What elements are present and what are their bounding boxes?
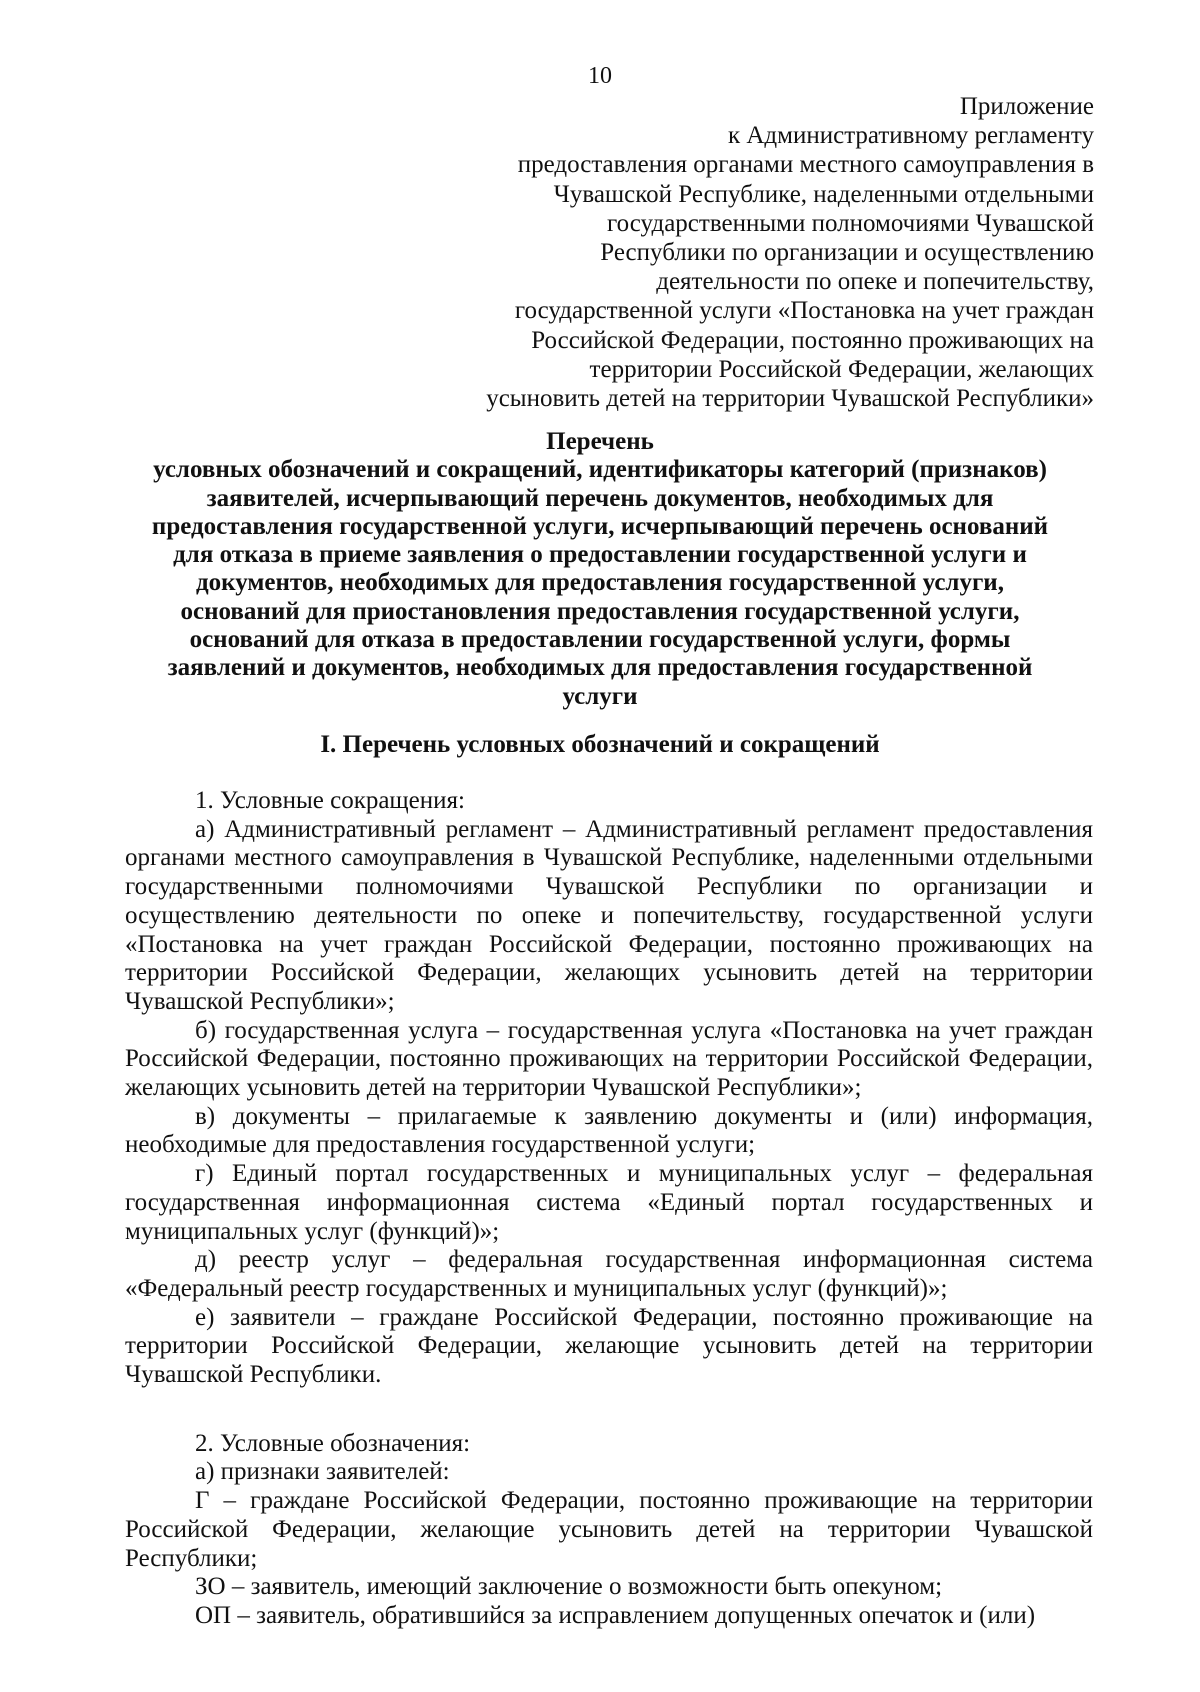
document-title: [120, 428, 1080, 711]
paragraph: Г – граждане Российской Федерации, постоянно проживающие на территории Российской Федерации, желающие усыновить детей на территории Чувашской Республики;: [125, 1487, 1093, 1572]
title-line: заявлений и документов, необходимых для предоставления государственной: [167, 654, 1033, 682]
appendix-line: предоставления органами местного самоуправления в: [517, 151, 1094, 179]
paragraph: е) заявители – граждане Российской Федерации, постоянно проживающие на территории Российской Федерации, желающие усыновить детей на территории Чувашской Республики.: [125, 1303, 1093, 1389]
appendix-line: к Административному регламенту: [727, 122, 1094, 150]
paragraph: г) Единый портал государственных и муниципальных услуг – федеральная государственная информационная система «Единый портал государственных и муниципальных услуг (функций)»;: [125, 1160, 1093, 1245]
title-line: документов, необходимых для предоставления государственной услуги,: [196, 569, 1004, 597]
paragraph: а) признаки заявителей:: [195, 1458, 450, 1486]
appendix-line: Приложение: [959, 93, 1094, 120]
title-line: условных обозначений и сокращений, идентификаторы категорий (признаков): [153, 456, 1047, 484]
paragraph: в) документы – прилагаемые к заявлению документы и (или) информация, необходимые для предоставления государственной услуги;: [125, 1102, 1093, 1159]
paragraph: ЗО – заявитель, имеющий заключение о возможности быть опекуном;: [195, 1573, 943, 1601]
appendix-line: государственными полномочиями Чувашской: [607, 209, 1094, 237]
title-line: оснований для приостановления предоставления государственной услуги,: [180, 597, 1020, 625]
paragraph: д) реестр услуг – федеральная государственная информационная система «Федеральный реестр государственных и муниципальных услуг (функций)»;: [125, 1246, 1093, 1302]
paragraph: 2. Условные обозначения:: [195, 1429, 471, 1457]
title-line: заявителей, исчерпывающий перечень документов, необходимых для: [206, 484, 994, 512]
appendix-line: усыновить детей на территории Чувашской Республики»: [486, 385, 1094, 413]
page-number: 10: [588, 63, 612, 89]
paragraph: а) Административный регламент – Административный регламент предоставления органами местного самоуправления в Чувашской Республике, наделенными отдельными государственными полномочиями Чувашской Республики по организации и осуществлению деятельности по опеке и попечительству, государственной услуги «Постановка на учет граждан Российской Федерации, постоянно проживающих на территории Российской Федерации, желающих усыновить детей на территории Чувашской Республики»;: [125, 815, 1093, 1015]
paragraph: 1. Условные сокращения:: [195, 787, 465, 814]
title-line: для отказа в приеме заявления о предоставлении государственной услуги и: [173, 541, 1027, 569]
title-line: услуги: [562, 682, 638, 710]
section-heading: I. Перечень условных обозначений и сокращений: [320, 731, 880, 758]
paragraph-gap: [125, 1390, 1093, 1430]
paragraph: б) государственная услуга – государственная услуга «Постановка на учет граждан Российской Федерации, постоянно проживающих на территории Российской Федерации, желающих усыновить детей на территории Чувашской Республики»;: [125, 1016, 1093, 1102]
appendix-reference: [394, 92, 1094, 413]
document-body: [125, 787, 1093, 1631]
appendix-line: Республики по организации и осуществлению: [600, 239, 1094, 267]
paragraph: ОП – заявитель, обратившийся за исправлением допущенных опечаток и (или): [195, 1601, 1036, 1629]
title-line: оснований для отказа в предоставлении государственной услуги, формы: [189, 626, 1011, 654]
title-line: предоставления государственной услуги, исчерпывающий перечень оснований: [151, 512, 1049, 540]
appendix-line: Российской Федерации, постоянно проживающих на: [531, 326, 1094, 354]
title-line: Перечень: [546, 428, 654, 455]
appendix-line: территории Российской Федерации, желающих: [589, 355, 1094, 383]
appendix-line: Чувашской Республике, наделенными отдельными: [553, 180, 1094, 208]
appendix-line: государственной услуги «Постановка на учет граждан: [514, 297, 1094, 325]
appendix-line: деятельности по опеке и попечительству,: [656, 268, 1094, 296]
